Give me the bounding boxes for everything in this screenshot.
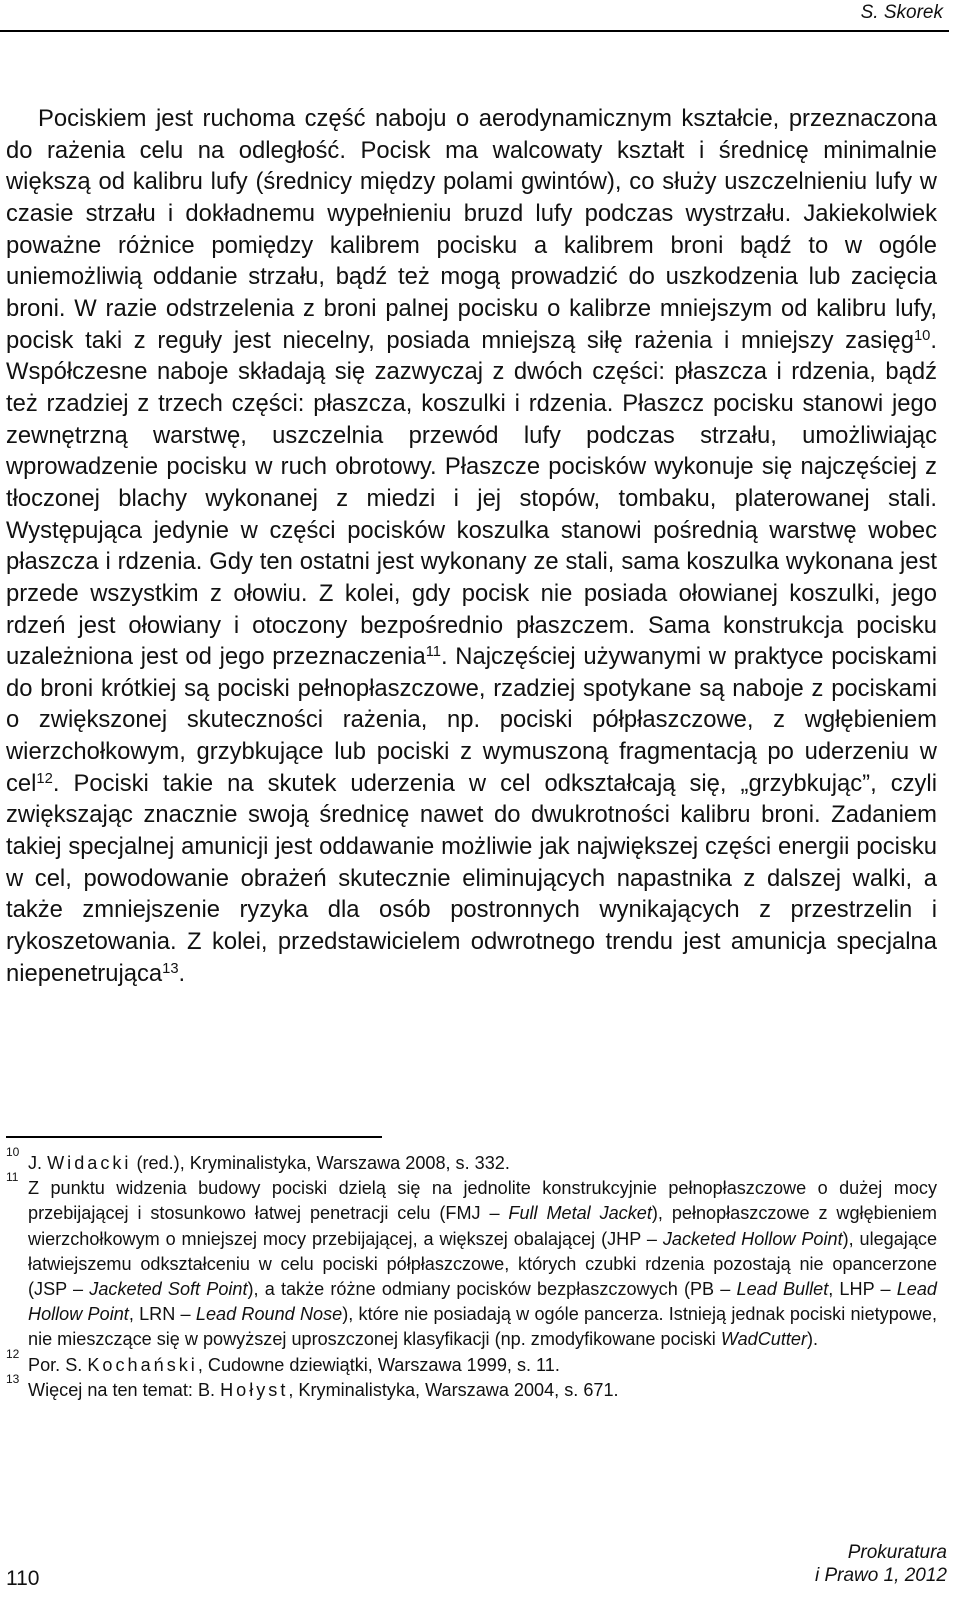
footnote-term: Jacketed Hollow Point [662, 1228, 843, 1249]
journal-footer [815, 1541, 947, 1587]
footnote-text: Por. S. [28, 1354, 88, 1375]
header-author: S. Skorek [860, 2, 943, 23]
footnote-term: Lead Bullet [736, 1279, 829, 1300]
footnote-ref-13[interactable]: 13 [162, 960, 179, 977]
footnote-number: 10 [6, 1145, 20, 1159]
footnote-term: WadCutter [720, 1329, 808, 1350]
footnote-11 [6, 1170, 938, 1352]
journal-title: Prokuratura [847, 1542, 947, 1563]
footnote-text: ), ulegające łatwiejszemu odkształceniu w celu pociski półpłaszczowe, których czubki rdzenia pozostają nie opancerzone (JSP – [28, 1228, 938, 1300]
footnote-10 [6, 1145, 937, 1176]
footnote-number: 12 [6, 1346, 20, 1361]
footnote-text: , Cudowne dziewiątki, Warszawa 1999, s. 11. [197, 1354, 560, 1375]
footnote-term: Jacketed Soft Point [89, 1279, 248, 1300]
footnote-author: Kochański [87, 1354, 198, 1375]
footnote-text: , LRN – [128, 1304, 196, 1325]
footnote-author: Hołyst [220, 1379, 289, 1400]
footnote-number: 13 [6, 1371, 20, 1386]
running-header [0, 0, 949, 32]
footnote-text: ). [807, 1329, 819, 1350]
footnote-separator [6, 1136, 382, 1138]
body-segment-5: . [178, 959, 186, 987]
footnote-text: (red.), Kryminalistyka, Warszawa 2008, s. 332. [131, 1153, 510, 1173]
footnote-ref-12[interactable]: 12 [36, 770, 53, 787]
page-number: 110 [6, 1567, 40, 1590]
footnote-text: ), które nie posiadają w ogóle pancerza. Istnieją jednak pociski nietypowe, nie mieszczące się w powyższej uproszczonej klasyfikacji (np. zmodyfikowane pociski [28, 1304, 937, 1350]
footnote-text: Więcej na ten temat: B. [28, 1379, 221, 1400]
footnotes [6, 1145, 938, 1403]
footnote-term: Lead Round Nose [195, 1304, 343, 1325]
footnote-text: , LHP – [828, 1279, 897, 1300]
body-paragraph [6, 103, 937, 989]
footnote-text: ), a także różne odmiany pocisków bezpłaszczowych (PB – [247, 1279, 737, 1300]
footnote-author: Widacki [47, 1153, 132, 1173]
body-segment-1: Pociskiem jest ruchoma część naboju o aerodynamicznym kształcie, przeznaczona do rażenia celu na odległość. Pocisk ma walcowaty kształt i średnicę minimalnie większą od kalibru lufy (średnicy między polami gwintów), co służy uszczelnieniu lufy w czasie strzału i dokładnemu wypełnieniu bruzd lufy podczas wystrzału. Jakiekolwiek poważne różnice pomiędzy kalibrem pocisku a kalibrem broni bądź to w ogóle uniemożliwią oddanie strzału, bądź też mogą prowadzić do uszkodzenia lub zacięcia broni. W razie odstrzelenia z broni palnej pocisku o kalibrze mniejszym od kalibru lufy, pocisk taki z reguły jest niecelny, posiada mniejszą siłę rażenia i mniejszy zasięg [6, 105, 937, 354]
footnote-term: Lead Hollow Point [28, 1279, 937, 1325]
footnote-number: 11 [6, 1170, 19, 1185]
body-segment-2: . Współczesne naboje składają się zazwyczaj z dwóch części: płaszcza i rdzenia, bądź też rzadziej z trzech części: płaszcza, koszulki i rdzenia. Płaszcz pocisku stanowi jego zewnętrzną warstwę, uszczelnia przewód lufy podczas strzału, umożliwiając wprowadzenie pocisku w ruch obrotowy. Płaszcze pocisków wykonuje się najczęściej z tłoczonej blachy wykonanej z miedzi i jej stopów, tombaku, platerowanej stali. Występująca jedynie w części pocisków koszulka stanowi pośrednią warstwę wobec płaszcza i rdzenia. Gdy ten ostatni jest wykonany ze stali, sama koszulka wykonana jest przede wszystkim z ołowiu. Z kolei, gdy pocisk nie posiada ołowianej koszulki, jego rdzeń jest ołowiany i otoczony bezpośrednio płaszczem. Sama konstrukcja pocisku uzależniona jest od jego przeznaczenia [6, 326, 937, 671]
journal-issue: i Prawo 1, 2012 [814, 1565, 947, 1586]
footnote-text: J. [28, 1153, 48, 1173]
footnote-ref-11[interactable]: 11 [425, 644, 442, 661]
footnote-text: ), pełnopłaszczowe z wgłębieniem wierzchołkowym o mniejszej mocy przebijającej, a większej obalającej (JHP – [28, 1203, 938, 1249]
body-segment-4: . Pociski takie na skutek uderzenia w cel odkształcają się, „grzybkując”, czyli zwiększając znacznie swoją średnicę nawet do dwukrotności kalibru broni. Zadaniem takiej specjalnej amunicji jest oddawanie możliwie jak największej części energii pocisku w cel, powodowanie obrażeń skutecznie eliminujących napastnika z dalszej walki, a także zmniejszenie ryzyka dla osób postronnych wynikających z przestrzelin i rykoszetowania. Z kolei, przedstawicielem odwrotnego trendu jest amunicja specjalna niepenetrująca [6, 769, 937, 987]
footnote-term: Full Metal Jacket [508, 1203, 652, 1224]
footnote-ref-10[interactable]: 10 [913, 327, 931, 344]
footnote-12 [6, 1346, 937, 1378]
body-segment-3: . Najczęściej używanymi w praktyce pociskami do broni krótkiej są pociski pełnopłaszczowe, rzadziej spotykane są naboje z pociskami o zwiększonej skuteczności rażenia, np. pociski półpłaszczowe, z wgłębieniem wierzchołkowym, grzybkujące lub pociski z wymuszoną fragmentacją po uderzeniu w cel [6, 643, 938, 797]
footnote-text: Z punktu widzenia budowy pociski dzielą się na jednolite konstrukcyjnie pełnopłaszczowe o dużej mocy przebijającej i stosunkowo łatwej penetracji celu (FMJ – [28, 1178, 937, 1224]
footnote-13 [6, 1371, 937, 1403]
main-text [6, 103, 937, 989]
footnote-text: , Kryminalistyka, Warszawa 2004, s. 671. [288, 1379, 619, 1400]
